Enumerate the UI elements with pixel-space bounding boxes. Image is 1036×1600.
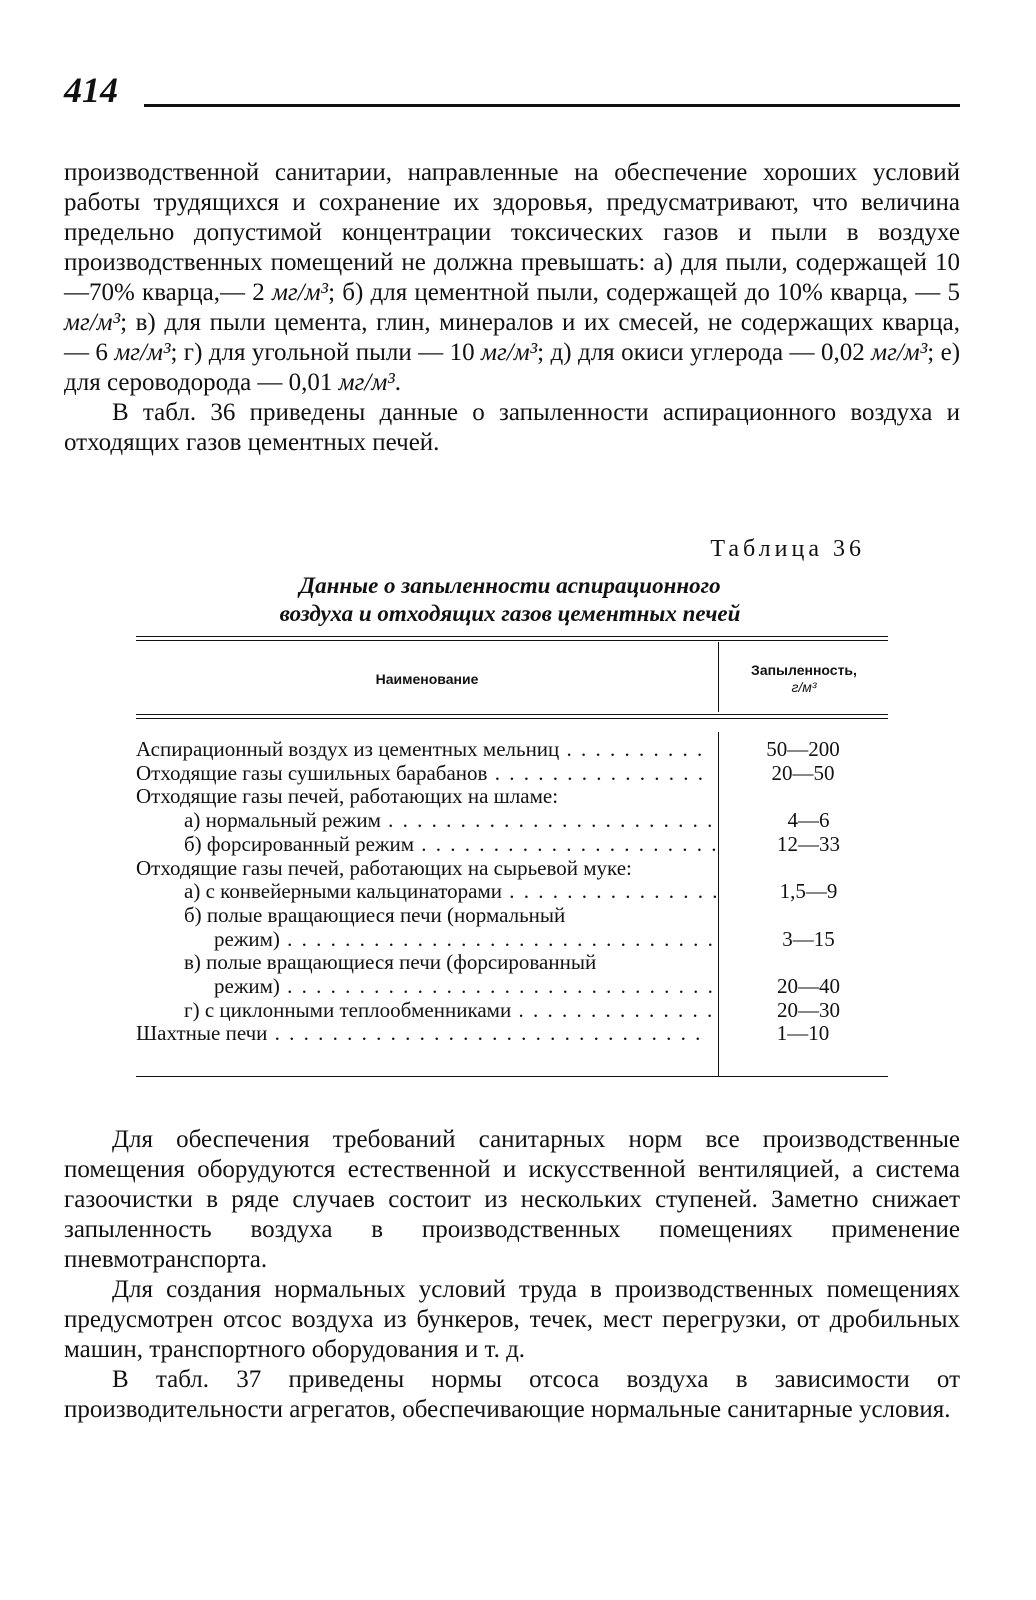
column-header-dust: Запыленность, г/м³: [751, 662, 857, 695]
unit: мг/м³: [481, 339, 538, 366]
column-divider: [718, 642, 719, 712]
table-row: б) форсированный режим . . . 12—33: [136, 833, 888, 857]
header-bottom-rule: [136, 714, 888, 715]
after-table-text: [64, 1125, 960, 1425]
column-header-name: Наименование: [375, 670, 479, 687]
table-caption: [130, 572, 890, 628]
unit: мг/м³: [871, 339, 928, 366]
after-paragraph-3: В табл. 37 приведены нормы отсоса воздуха в зависимости от производительности агрегатов, обеспечивающие нормальные санитарные условия.: [64, 1366, 960, 1423]
after-paragraph-1: Для обеспечения требований санитарных норм все производственные помещения оборудуются естественной и искусственной вентиляцией, а система газоочистки в ряде случаев состоит из нескольких ступеней. Заметно снижает запыленность воздуха в производственных помещениях применение пневмотранспорта.: [64, 1126, 960, 1273]
table-row: Отходящие газы печей, работающих на сырьевой муке:: [136, 856, 632, 880]
dust-table: [136, 636, 888, 1076]
unit: мг/м³: [338, 369, 395, 396]
header-rule: [144, 104, 960, 107]
unit: мг/м³: [271, 279, 329, 306]
unit: мг/м³: [114, 339, 171, 366]
table-row: г) с циклонными теплообменниками . . . 20—30: [136, 999, 888, 1023]
table-number: Таблица 36: [710, 536, 865, 562]
table-body: [136, 738, 888, 1046]
table-row: а) нормальный режим . . . 4—6: [136, 809, 888, 833]
intro-text: [64, 158, 960, 458]
table-row: а) с конвейерными кальцинаторами . . . 1,5—9: [136, 880, 888, 904]
table-caption-line-1: Данные о запыленности аспирационного: [299, 573, 721, 598]
table-top-rule: [136, 636, 888, 637]
table-top-rule: [136, 640, 888, 641]
header-bottom-rule: [136, 718, 888, 719]
intro-paragraph-2: В табл. 36 приведены данные о запыленности аспирационного воздуха и отходящих газов цементных печей.: [64, 399, 960, 456]
table-row: Шахтные печи . . . 1—10: [136, 1022, 888, 1046]
table-row: Отходящие газы печей, работающих на шламе:: [136, 785, 559, 809]
after-paragraph-2: Для создания нормальных условий труда в производственных помещениях предусмотрен отсос воздуха из бункеров, течек, мест перегрузки, от дробильных машин, транспортного оборудования и т. д.: [64, 1276, 960, 1363]
table-row: Отходящие газы сушильных барабанов . . . 20—50: [136, 762, 888, 786]
page-number: 414: [64, 70, 118, 110]
table-bottom-rule: [136, 1076, 888, 1077]
table-row: б) полые вращающиеся печи (нормальный режим) . . . 3—15: [136, 904, 888, 951]
table-row: Аспирационный воздух из цементных мельниц . . . 50—200: [136, 738, 888, 762]
unit: мг/м³: [64, 309, 121, 336]
intro-paragraph-1: производственной санитарии, направленные на обеспечение хороших условий работы трудящихся и сохранение их здоровья, предусматривают, что величина предельно допустимой концентрации токсических газов и пыли в воздухе производственных помещений не должна превышать: а) для пыли, содержащей 10—70% кварца,— 2 мг/м³; б) для цементной пыли, содержащей до 10% кварца, — 5 мг/м³; в) для пыли цемента, глин, минералов и их смесей, не содержащих кварца, — 6 мг/м³; г) для угольной пыли — 10 мг/м³; д) для окиси углерода — 0,02 мг/м³; е) для сероводорода — 0,01 мг/м³.: [64, 159, 961, 396]
page-header: [64, 66, 960, 114]
table-row: в) полые вращающиеся печи (форсированный режим) . . . 20—40: [136, 951, 888, 998]
table-caption-line-2: воздуха и отходящих газов цементных печей: [279, 601, 741, 626]
